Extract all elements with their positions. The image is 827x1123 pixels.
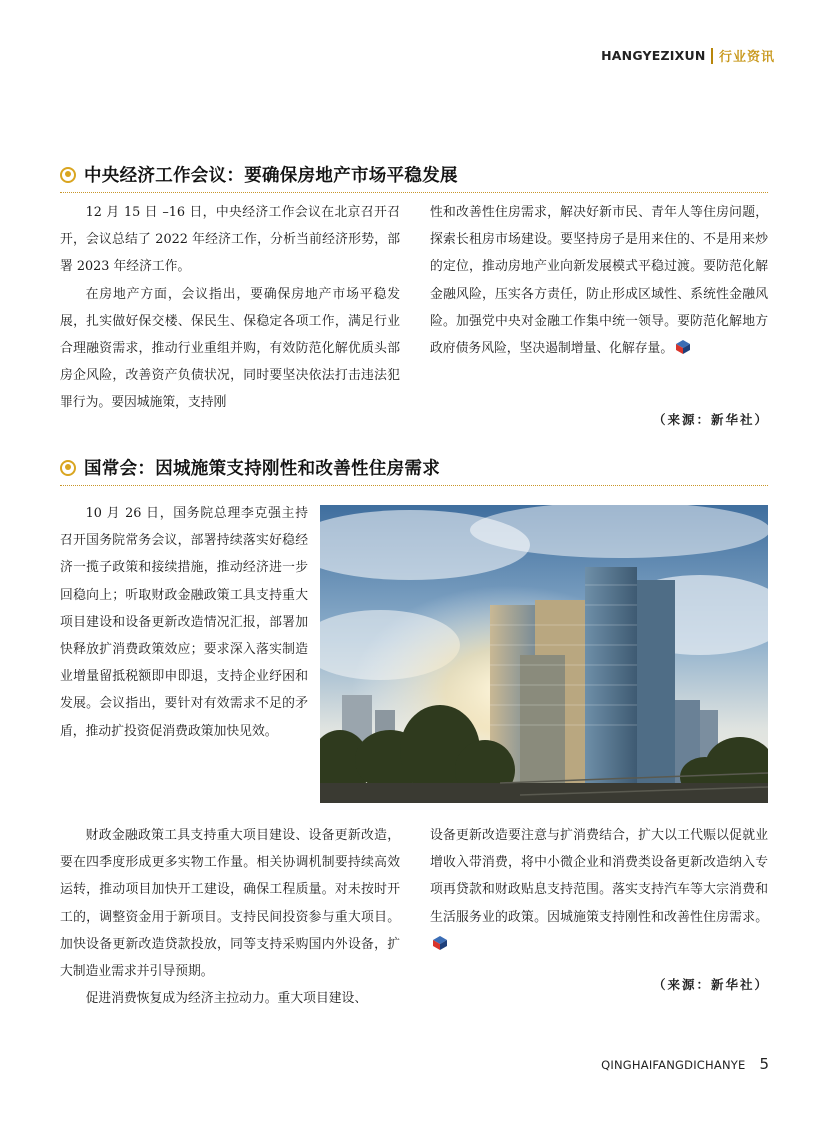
- section1-paragraph-1: 12 月 15 日 –16 日，中央经济工作会议在北京召开召开，会议总结了 2022 年经济工作，分析当前经济形势，部署 2023 年经济工作。: [60, 205, 400, 275]
- section2-rule: [60, 485, 768, 486]
- section1-right-text: 性和改善性住房需求，解决好新市民、青年人等住房问题，探索长租房市场建设。要坚持房子是用来住的、不是用来炒的定位，推动房地产业向新发展模式平稳过渡。要防范化解金融风险，压实各方责任，防止形成区域性、系统性金融风险。加强党中央对金融工作集中统一领导。要防范化解地方政府债务风险，坚决遏制增量、化解存量。: [430, 205, 768, 357]
- header-cn: 行业资讯: [718, 50, 775, 65]
- footer-en: QINGHAIFANGDICHANYE: [601, 1058, 746, 1072]
- header-en: HANGYEZIXUN: [601, 48, 706, 63]
- section1-paragraph-2: 在房地产方面，会议指出，要确保房地产市场平稳发展，扎实做好保交楼、保民生、保稳定各项工作，满足行业合理融资需求，推动行业重组并购，有效防范化解优质头部房企风险，改善资产负债状况，同时要坚决依法打击违法犯罪行为。要因城施策，支持刚: [60, 286, 400, 411]
- header-divider: [711, 48, 713, 64]
- skyline-photo: [320, 505, 768, 803]
- section2-title-text: 国常会：因城施策支持刚性和改善性住房需求: [84, 459, 440, 479]
- section2-paragraph-2: 财政金融政策工具支持重大项目建设、设备更新改造，要在四季度形成更多实物工作量。相关协调机制要持续高效运转，推动项目加快开工建设，确保工程质量。对未按时开工的，调整资金用于新项目。支持民间投资参与重大项目。加快设备更新改造贷款投放，同等支持采购国内外设备，扩大制造业需求并引导预期。: [60, 828, 400, 980]
- end-mark-icon: [433, 936, 447, 950]
- skyline-image: [320, 505, 768, 803]
- running-header: [601, 46, 775, 65]
- section2-right-column: [430, 822, 768, 958]
- section1-source: （来源：新华社）: [652, 412, 769, 427]
- section2-source: （来源：新华社）: [652, 977, 769, 992]
- section1-right-column: [430, 199, 768, 362]
- section1-paragraph-3: [430, 199, 768, 362]
- page-number: 5: [759, 1055, 769, 1073]
- section2-right-text: 设备更新改造要注意与扩消费结合，扩大以工代赈以促就业增收入带消费，将中小微企业和消费类设备更新改造纳入专项再贷款和财政贴息支持范围。落实支持汽车等大宗消费和生活服务业的政策。因城施策支持刚性和改善性住房需求。: [430, 828, 768, 925]
- section1-title: [60, 162, 458, 187]
- running-footer: [601, 1055, 769, 1073]
- end-mark-icon: [676, 340, 690, 354]
- section2-title: [60, 455, 440, 480]
- section2-paragraph-4: [430, 822, 768, 958]
- section2-left-column: [60, 822, 400, 1012]
- section-bullet-icon: [60, 167, 76, 183]
- section1-title-text: 中央经济工作会议：要确保房地产市场平稳发展: [84, 166, 458, 186]
- section-bullet-icon: [60, 460, 76, 476]
- section2-intro-column: [60, 500, 308, 745]
- section1-rule: [60, 192, 768, 193]
- section1-left-column: [60, 199, 400, 417]
- section2-paragraph-1: 10 月 26 日，国务院总理李克强主持召开国务院常务会议，部署持续落实好稳经济一揽子政策和接续措施，推动经济进一步回稳向上；听取财政金融政策工具支持重大项目建设和设备更新改造情况汇报，部署加快释放扩消费政策效应；要求深入落实制造业增量留抵税额即申即退，支持企业纾困和发展。会议指出，要针对有效需求不足的矛盾，推动扩投资促消费政策加快见效。: [60, 506, 308, 739]
- section2-paragraph-3: 促进消费恢复成为经济主拉动力。重大项目建设、: [85, 991, 368, 1007]
